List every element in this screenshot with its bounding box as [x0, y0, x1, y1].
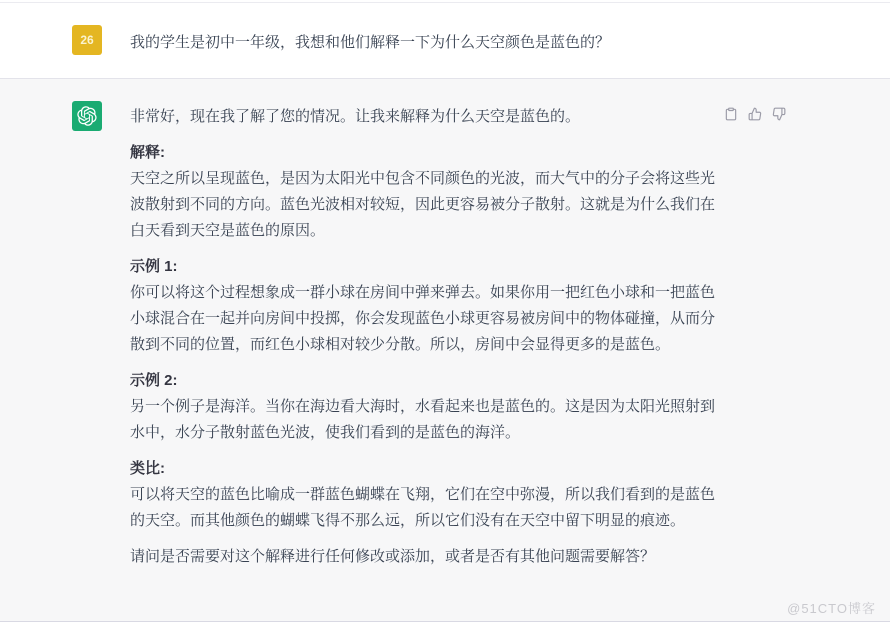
openai-logo-icon: [77, 106, 97, 126]
thumbs-down-icon: [772, 107, 786, 121]
thumbs-up-button[interactable]: [748, 107, 762, 121]
copy-button[interactable]: [724, 107, 738, 121]
assistant-closing-question: 请问是否需要对这个解释进行任何修改或添加，或者是否有其他问题需要解答？: [130, 548, 656, 565]
section-body-example-1: 你可以将这个过程想象成一群小球在房间中弹来弹去。如果你用一把红色小球和一把蓝色小球混合在一起并向房间中投掷，你会发现蓝色小球更容易被房间中的物体碰撞，从而分散到不同的位置，而红色小球相对较少分散。所以，房间中会显得更多的是蓝色。: [130, 284, 716, 353]
message-actions: [724, 101, 786, 121]
watermark: @51CTO博客: [787, 601, 876, 616]
user-message-text: 我的学生是初中一年级，我想和他们解释一下为什么天空颜色是蓝色的？: [130, 34, 611, 51]
user-message-row: [0, 2, 890, 78]
section-body-analogy: 可以将天空的蓝色比喻成一群蓝色蝴蝶在飞翔，它们在空中弥漫，所以我们看到的是蓝色的天空。而其他颜色的蝴蝶飞得不那么远，所以它们没有在天空中留下明显的痕迹。: [130, 486, 716, 529]
user-avatar: [72, 25, 102, 55]
copy-icon: [724, 107, 738, 121]
user-avatar-label: 26: [80, 33, 94, 47]
section-body-explanation: 天空之所以呈现蓝色，是因为太阳光中包含不同颜色的光波，而大气中的分子会将这些光波散射到不同的方向。蓝色光波相对较短，因此更容易被分子散射。这就是为什么我们在白天看到天空是蓝色的原因。: [130, 170, 716, 239]
section-body-example-2: 另一个例子是海洋。当你在海边看大海时，水看起来也是蓝色的。这是因为太阳光照射到水中，水分子散射蓝色光波，使我们看到的是蓝色的海洋。: [130, 398, 716, 441]
section-heading-explanation: 解释:: [130, 144, 165, 161]
assistant-message-row: [0, 78, 890, 622]
assistant-avatar: [72, 101, 102, 131]
section-heading-analogy: 类比:: [130, 460, 165, 477]
thumbs-up-icon: [748, 107, 762, 121]
section-heading-example-1: 示例 1:: [130, 258, 178, 275]
assistant-intro: 非常好，现在我了解了您的情况。让我来解释为什么天空是蓝色的。: [130, 108, 581, 125]
thumbs-down-button[interactable]: [772, 107, 786, 121]
assistant-message-content: [130, 101, 724, 570]
section-heading-example-2: 示例 2:: [130, 372, 178, 389]
